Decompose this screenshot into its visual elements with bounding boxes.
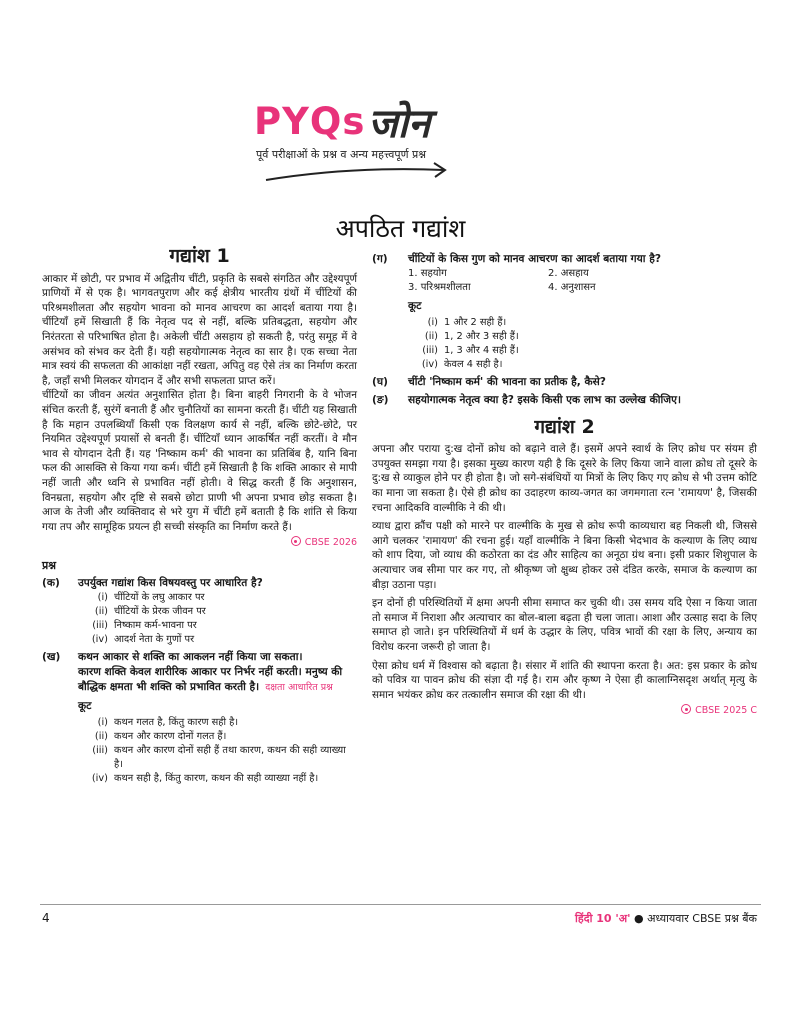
banner-title-zone: जोन (368, 101, 431, 147)
banner-arrow-icon (262, 160, 452, 186)
passage2-para3: इन दोनों ही परिस्थितियों में क्षमा अपनी सीमा समाप्त कर चुकी थी। उस समय यदि ऐसा न किया जाता तो समाज में निराशा और अत्याचार का बोल-बाला बढ़ता ही चला जाता। आशा और उत्साह सदा के लिए समाप्त हो जाते। इन परिस्थितियों में धर्म के उद्धार के लिए, पवित्र भावों की रक्षा के लिए, अन्याय का विरोध करना जरूरी हो जाता है। (372, 597, 757, 653)
competency-tag: दक्षता आधारित प्रश्न (265, 682, 333, 694)
question-kha: (ख) कथन आकार से शक्ति का आकलन नहीं किया जा सकता। कारण शक्ति केवल शारीरिक आकार पर निर्भर नहीं करती। मनुष्य की बौद्धिक क्षमता भी शक्ति को प्रभावित करती है। दक्षता आधारित प्रश्न (42, 651, 343, 694)
question-ga: (ग) चींटियों के किस गुण को मानव आचरण का आदर्श बताया गया है? (372, 253, 661, 265)
right-column (372, 252, 757, 719)
kut-label: कूट (78, 700, 92, 713)
list-item: (iv) आदर्श नेता के गुणों पर (91, 634, 195, 646)
question-gha: (घ) चींटी 'निष्काम कर्म' की भावना का प्रतीक है, कैसे? (372, 375, 606, 388)
question-kha-options (86, 716, 357, 786)
list-item: 4. अनुशासन (548, 282, 596, 293)
source-target-icon (681, 704, 691, 714)
list-item: (iii) 1, 3 और 4 सही हैं। (422, 344, 519, 356)
list-item: (iii) निष्काम कर्म-भावना पर (92, 620, 197, 632)
question-ga-choices (408, 267, 757, 295)
list-item: (ii) कथन और कारण दोनों गलत हैं। (94, 731, 227, 743)
question-nga: (ङ) सहयोगात्मक नेतृत्व क्या है? इसके किसी एक लाभ का उल्लेख कीजिए। (372, 393, 681, 406)
list-item: (iv) केवल 4 सही है। (421, 358, 503, 370)
passage2-para4: ऐसा क्रोध धर्म में विश्वास को बढ़ाता है। संसार में शांति की स्थापना करता है। अत: इस प्रकार के क्रोध को पवित्र या पावन क्रोध की संज्ञा दी गई है। राम और कृष्ण ने ऐसा ही कालाग्निसदृश अर्थात् मृत्यु के समान भयंकर क्रोध कर तत्कालीन समाज की रक्षा की थी। (372, 659, 757, 701)
footer-brand: हिंदी 10 'अ' (575, 912, 631, 925)
passage2-para2: व्याध द्वारा क्रौंच पक्षी को मारने पर वाल्मीकि के मुख से क्रोध रूपी काव्यधारा बह निकली थी, जिससे आगे चलकर 'रामायण' की रचना हुई। यहाँ वाल्मीकि ने बिना किसी भेदभाव के कल्याण के लिए व्याध को शाप दिया, जो व्याध की कठोरता का दंड और साहित्य का अनूठा ग्रंथ बना। इसी प्रकार शिशुपाल के अत्याचार जब सीमा पार कर गए, तो श्रीकृष्ण जो क्षुब्ध होकर उसे दंडित करके, समाज के कल्याण का बीड़ा उठाना पड़ा। (372, 520, 757, 591)
footer-divider (40, 904, 761, 905)
passage1-para1: आकार में छोटी, पर प्रभाव में अद्वितीय चींटी, प्रकृति के सबसे संगठित और उद्देश्यपूर्ण प्राणियों में से एक है। भागवतपुराण और कई क्षेत्रीय भारतीय ग्रंथों में चींटियों की परिश्रमशीलता और सहयोग भावना को मानव आचरण का आदर्श बताया गया है। चींटियाँ हमें सिखाती हैं कि नेतृत्व पद से नहीं, बल्कि प्रतिबद्धता, सहयोग और निरंतरता से परिभाषित होता है। अकेली चींटी असहाय हो सकती है, परंतु समूह में वे असंभव को संभव कर देती हैं। यही सहयोगात्मक नेतृत्व का सार है। एक सच्चा नेता मात्र स्वयं की सफलता की आकांक्षा नहीं रखता, अपितु वह ऐसे तंत्र का निर्माण करता है, जहाँ सभी मिलकर योगदान दें और सभी सफलता प्राप्त करें। (42, 272, 357, 387)
section-title: अपठित गद्यांश (335, 214, 466, 243)
list-item: 3. परिश्रमशीलता (408, 282, 471, 293)
list-item: (iii) कथन और कारण दोनों सही हैं तथा कारण, कथन की सही व्याख्या है। (92, 745, 346, 771)
footer-rest: अध्यायवार CBSE प्रश्न बैंक (647, 912, 757, 925)
passage1-para2: चींटियों का जीवन अत्यंत अनुशासित होता है। बिना बाहरी निगरानी के वे भोजन संचित करती हैं, सुरंगें बनाती हैं और चुनौतियों का सामना करती हैं। चींटी यह सिखाती है कि महान उपलब्धियाँ किसी एक विलक्षण कार्य से नहीं, बल्कि छोटे-छोटे, पर नियमित उद्देश्यपूर्ण प्रयासों से बनती हैं। चींटियाँ ध्यान आकर्षित नहीं करतीं। वे मौन भाव से योगदान देती हैं। यह 'निष्काम कर्म' की भावना का प्रतिबिंब है, यानि बिना फल की आसक्ति से किया गया कर्म। चींटी हमें सिखाती है कि शक्ति आकार से मापी नहीं जाती और ध्वनि से प्रभावित नहीं होती। वे सिद्ध करती हैं कि अनुशासन, विनम्रता, सहयोग और दृष्टि से सबसे छोटा प्राणी भी अपना प्रभाव छोड़ सकता है। आज के तेजी और व्यक्तिवाद से भरे युग में चींटी हमें बताती है कि शांति से किया गया तप और सामूहिक प्रयत्न ही सच्ची संस्कृति का निर्माण करते हैं। (42, 389, 357, 533)
passage2-heading: गद्यांश 2 (534, 415, 595, 438)
list-item: (i) 1 और 2 सही हैं। (427, 316, 507, 328)
passage2-source: CBSE 2025 C (372, 704, 757, 719)
left-column (42, 245, 357, 786)
questions-label: प्रश्न (42, 558, 57, 572)
list-item: (i) कथन गलत है, किंतु कारण सही है। (97, 717, 239, 729)
bullet-icon: ● (634, 912, 648, 925)
source-target-icon (291, 536, 301, 546)
list-item: (ii) चींटियों के प्रेरक जीवन पर (94, 606, 206, 618)
list-item: 1. सहयोग (408, 268, 447, 279)
passage2-para1: अपना और पराया दु:ख दोनों क्रोध को बढ़ाने वाले हैं। इसमें अपने स्वार्थ के लिए क्रोध पर संयम ही उपयुक्त समझा गया है। इसका मुख्य कारण यही है कि दूसरे के लिए किया जाने वाला क्रोध तो दूसरे के दु:ख से व्याकुल होने पर ही होता है। जो सगे-संबंधियों या मित्रों के लिए किए गए क्रोध से भी उत्तम कोटि का माना जा सकता है। ऐसे ही क्रोध का उदाहरण काव्य-जगत का जगमगाता रत्न 'रामायण' है, जिसकी रचना आदिकवि वाल्मीकि ने की थी। (372, 443, 757, 514)
passage1-source: CBSE 2026 (42, 536, 357, 551)
banner-subtitle: पूर्व परीक्षाओं के प्रश्न व अन्य महत्त्वपूर्ण प्रश्न (256, 148, 427, 161)
list-item: (i) चींटियों के लघु आकार पर (97, 592, 205, 604)
list-item: (iv) कथन सही है, किंतु कारण, कथन की सही व्याख्या नहीं है। (91, 773, 319, 785)
question-ga-options (416, 316, 757, 372)
footer-book-title (575, 911, 757, 926)
list-item: 2. असहाय (548, 268, 589, 279)
banner-title-pyqs: PYQs (254, 100, 366, 143)
kut-label: कूट (408, 300, 422, 312)
page-number: 4 (42, 911, 50, 925)
question-ka: (क) उपर्युक्त गद्यांश किस विषयवस्तु पर आधारित है? (42, 577, 263, 590)
question-ka-options (86, 591, 357, 647)
list-item: (ii) 1, 2 और 3 सही हैं। (424, 330, 519, 342)
passage1-heading: गद्यांश 1 (169, 245, 230, 267)
